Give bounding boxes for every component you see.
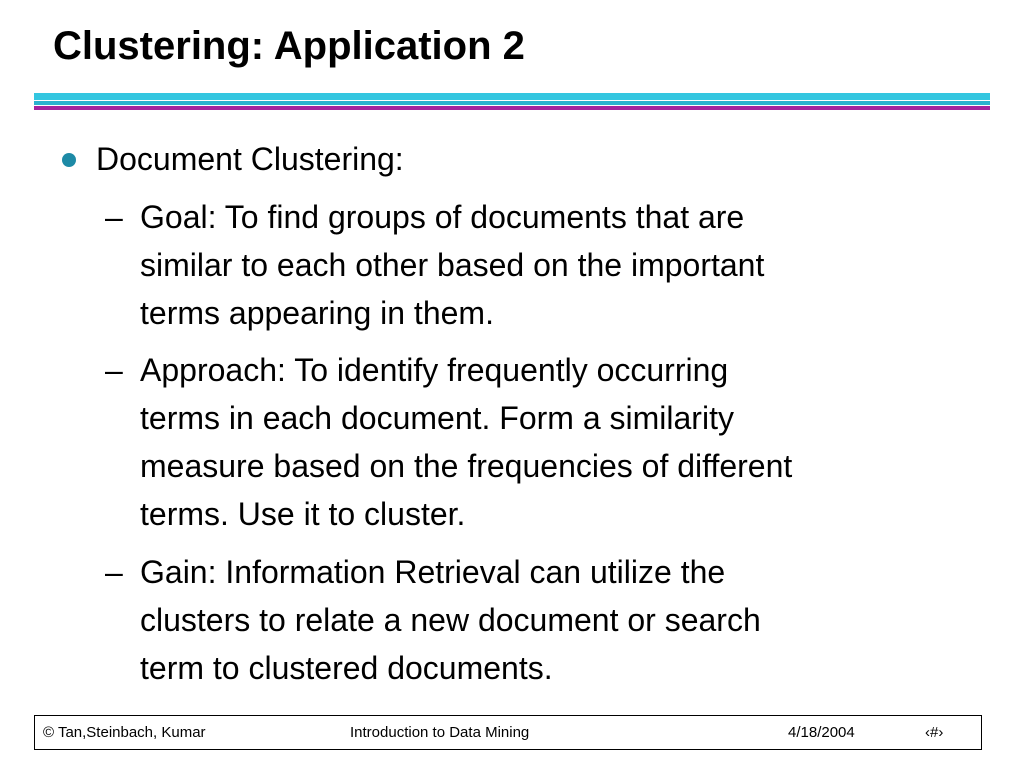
footer-page-number: ‹#› (925, 724, 944, 741)
subitem-line: measure based on the frequencies of different (140, 448, 793, 484)
bullet-dot-icon (62, 153, 76, 167)
slide-title: Clustering: Application 2 (53, 24, 525, 68)
slide-footer (34, 715, 982, 750)
subitem-line: clusters to relate a new document or search (140, 602, 761, 638)
subitem-line: Gain: Information Retrieval can utilize the (140, 554, 726, 590)
subitem-line: similar to each other based on the important (140, 247, 765, 283)
subitem-line: terms appearing in them. (140, 295, 494, 331)
footer-copyright: © Tan,Steinbach, Kumar (43, 724, 206, 741)
subitem-line: terms. Use it to cluster. (140, 496, 466, 532)
footer-date: 4/18/2004 (788, 724, 855, 741)
bullet-heading: Document Clustering: (96, 141, 404, 177)
subitem-goal (105, 193, 985, 337)
subitem-line: terms in each document. Form a similarity (140, 400, 734, 436)
subitem-gain (105, 548, 985, 692)
subitem-line: Goal: To find groups of documents that are (140, 199, 745, 235)
dash-marker: – (105, 554, 123, 590)
dash-marker: – (105, 199, 123, 235)
subitem-text (140, 193, 985, 337)
dash-marker: – (105, 352, 123, 388)
subitem-line: term to clustered documents. (140, 650, 553, 686)
subitem-text (140, 346, 985, 538)
footer-course-title: Introduction to Data Mining (350, 724, 530, 741)
subitem-approach (105, 346, 985, 538)
subitem-text (140, 548, 985, 692)
subitem-line: Approach: To identify frequently occurring (140, 352, 729, 388)
